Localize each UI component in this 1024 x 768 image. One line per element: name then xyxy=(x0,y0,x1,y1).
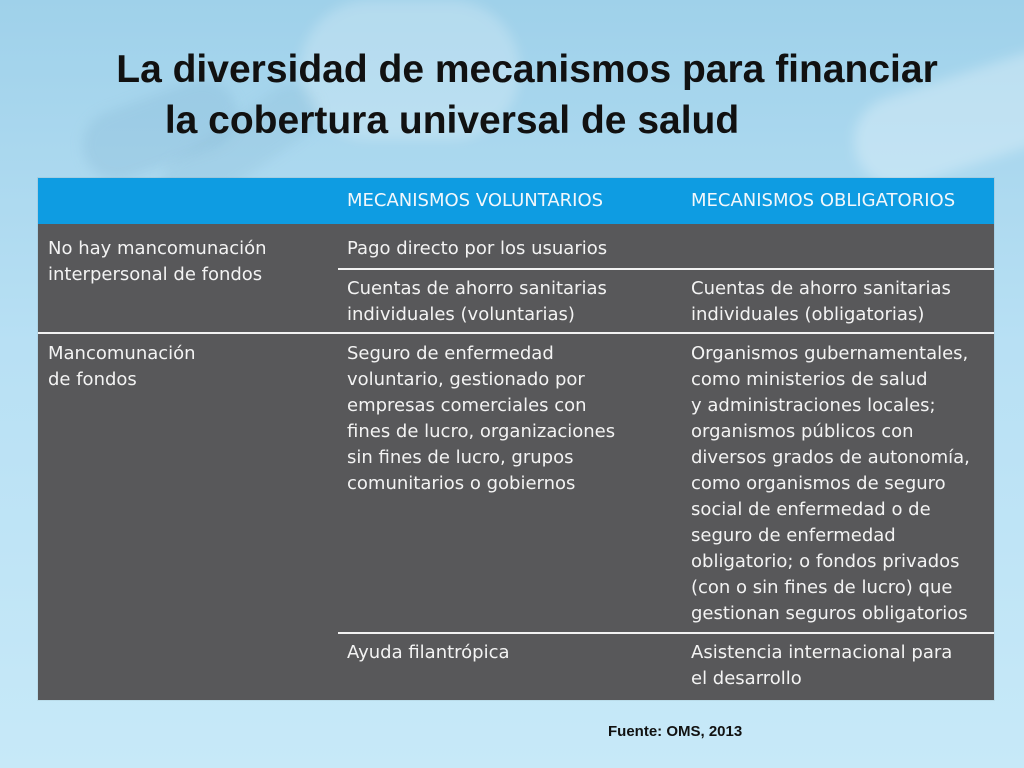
cell-development-assistance: Asistencia internacional para el desarrollo xyxy=(691,642,953,689)
row-label-no-pooling: No hay mancomunación interpersonal de fondos xyxy=(48,238,267,285)
row-divider xyxy=(338,632,994,634)
cell-direct-payment: Pago directo por los usuarios xyxy=(347,238,608,259)
title-line-1: La diversidad de mecanismos para financiar xyxy=(116,48,938,91)
cell-voluntary-insurance: Seguro de enfermedad voluntario, gestionado por empresas comerciales con fines de lucro, organizaciones sin fines de lucro, grupos comunitarios o gobiernos xyxy=(347,343,616,494)
title-line-2: la cobertura universal de salud xyxy=(164,99,740,142)
cell-philanthropic-aid: Ayuda filantrópica xyxy=(347,642,510,663)
row-divider xyxy=(338,268,994,270)
slide-title xyxy=(0,44,1024,146)
row-label-pooling: Mancomunación de fondos xyxy=(48,343,196,390)
cell-mandatory-savings-accounts: Cuentas de ahorro sanitarias individuales (obligatorias) xyxy=(691,278,951,325)
header-voluntary: MECANISMOS VOLUNTARIOS xyxy=(347,190,604,211)
cell-government-agencies: Organismos gubernamentales, como ministerios de salud y administraciones locales; organismos públicos con diversos grados de autonomía, como organismos de seguro social de enfermedad o de seguro de enfermedad obligatorio; o fondos privados (con o sin fines de lucro) que gestionan seguros obligatorios xyxy=(691,343,970,624)
cell-voluntary-savings-accounts: Cuentas de ahorro sanitarias individuales (voluntarias) xyxy=(347,278,607,325)
source-note: Fuente: OMS, 2013 xyxy=(608,723,743,740)
table-header-row xyxy=(38,178,994,224)
financing-mechanisms-table xyxy=(38,178,994,700)
header-mandatory: MECANISMOS OBLIGATORIOS xyxy=(691,190,956,211)
row-divider xyxy=(38,332,994,334)
